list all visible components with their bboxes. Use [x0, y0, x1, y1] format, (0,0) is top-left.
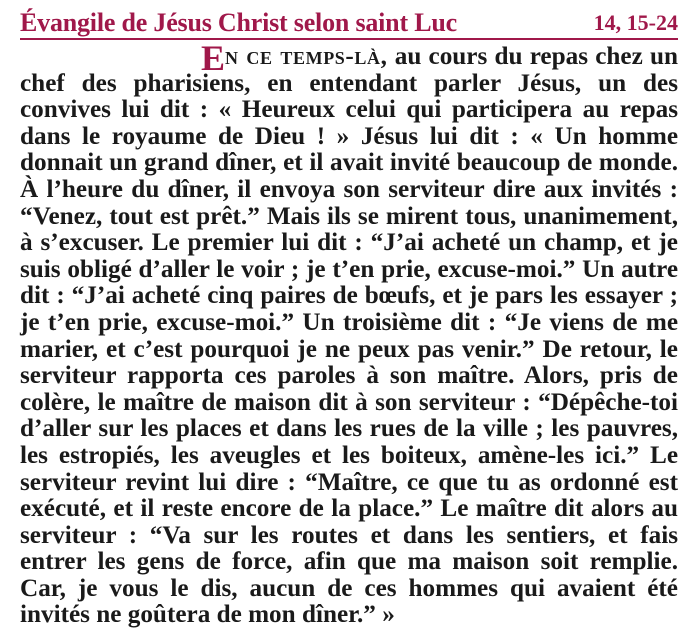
gospel-text — [20, 38, 678, 629]
scripture-reference: 14, 15-24 — [593, 10, 678, 35]
reading-body: au cours du repas chez un chef des pharisiens, en entendant parler Jésus, un des convives lui dit : « Heureux celui qui participera au repas dans le royaume de Dieu ! » Jésus lui dit : « Un homme donnait un grand dîner, et il avait invité beaucoup de monde. À l’heure du dîner, il envoya son serviteur dire aux invités : “Venez, tout est prêt.” Mais ils se mirent tous, unanimement, à s’excuser. Le premier lui dit : “J’ai acheté un champ, et je suis obligé d’aller le voir ; je t’en prie, excuse-moi.” Un autre dit : “J’ai acheté cinq paires de bœufs, et je pars les essayer ; je t’en prie, excuse-moi.” Un troisième dit : “Je viens de me marier, et c’est pourquoi je ne peux pas venir.” De retour, le serviteur rapporta ces paroles à son maître. Alors, pris de colère, le maître de maison dit à son serviteur : “Dépêche-toi d’aller sur les places et dans les rues de la ville ; les pauvres, les estropiés, les aveugles et les boiteux, amène-les ici.” Le serviteur revint lui dire : “Maître, ce que tu as ordonné est exécuté, et il reste encore de la place.” Le maître dit alors au serviteur : “Va sur les routes et dans les sentiers, et fais entrer les gens de force, afin que ma maison soit remplie. Car, je vous le dis, aucun de ces hommes qui avaient été invités ne goûtera de mon dîner.” » — [20, 43, 678, 629]
drop-cap-initial: E — [200, 38, 225, 78]
opening-smallcaps: n ce temps-là, — [225, 43, 388, 70]
gospel-title: Évangile de Jésus Christ selon saint Luc — [20, 8, 457, 37]
reading-header — [20, 6, 678, 40]
